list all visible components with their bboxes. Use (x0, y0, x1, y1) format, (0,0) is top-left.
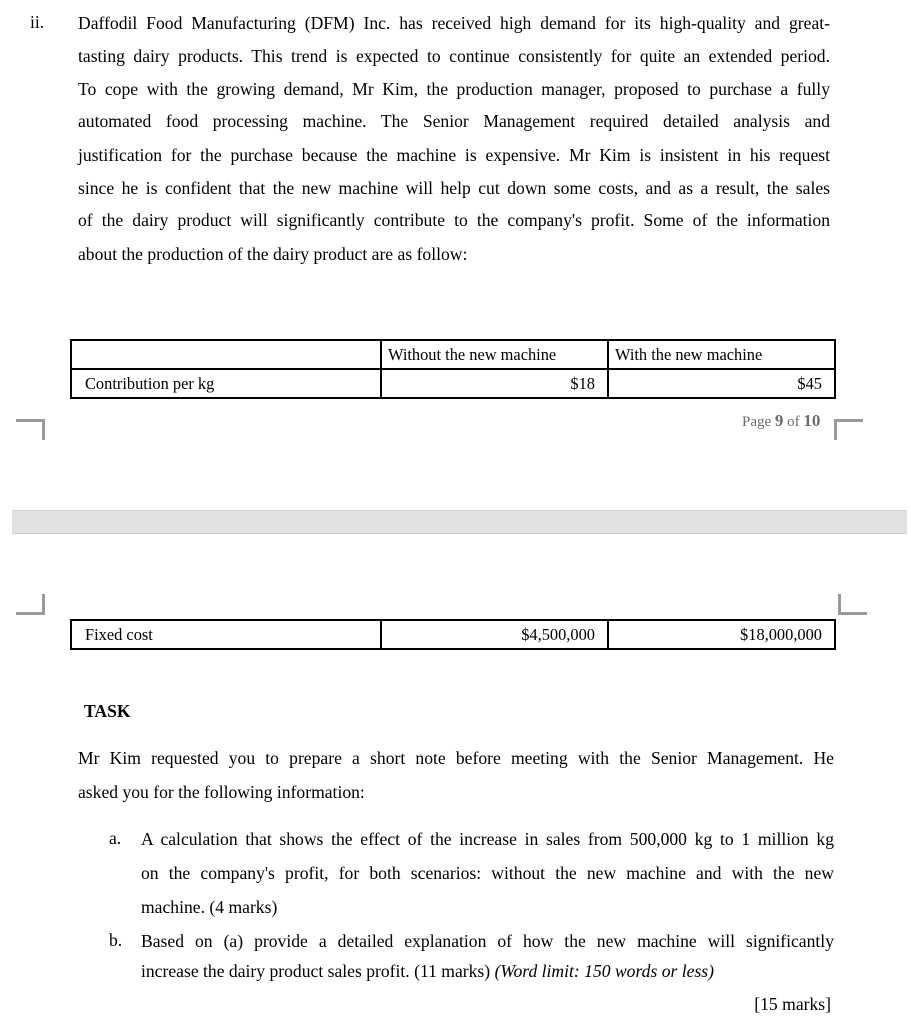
page-separator (12, 510, 907, 534)
intro-line: Daffodil Food Manufacturing (DFM) Inc. has received high demand for its high-quality and great- (78, 13, 830, 33)
task-heading: TASK (84, 701, 131, 721)
table-cell: Contribution per kg (71, 369, 381, 398)
task-item-line-with-note: increase the dairy product sales profit. (11 marks) (Word limit: 150 words or less) (141, 961, 715, 981)
intro-line: justification for the purchase because the machine is expensive. Mr Kim is insistent in his request (78, 145, 830, 165)
task-intro-line: Mr Kim requested you to prepare a short note before meeting with the Senior Management. He (78, 748, 834, 768)
task-item-line: on the company's profit, for both scenarios: without the new machine and with the new (141, 863, 834, 883)
task-item-line: A calculation that shows the effect of the increase in sales from 500,000 kg to 1 million kg (141, 829, 834, 849)
table-row (71, 620, 835, 649)
table-header-cell (71, 340, 381, 369)
page-number: Page 9 of 10 (742, 411, 821, 430)
task-item-label: b. (109, 930, 123, 950)
intro-line: tasting dairy products. This trend is expected to continue consistently for quite an extended period. (78, 46, 830, 66)
table-cell: $4,500,000 (381, 620, 608, 649)
intro-line: automated food processing machine. The Senior Management required detailed analysis and (78, 111, 830, 131)
total-marks: [15 marks] (754, 994, 831, 1014)
table-header-cell: With the new machine (608, 340, 835, 369)
machine-comparison-table (70, 339, 836, 399)
total-pages: 10 (803, 411, 821, 430)
table-cell: Fixed cost (71, 620, 381, 649)
intro-line: of the dairy product will significantly contribute to the company's profit. Some of the information (78, 210, 830, 230)
crop-mark (16, 419, 45, 440)
word-limit-note: (Word limit: 150 words or less) (494, 961, 715, 981)
crop-mark (838, 594, 867, 615)
task-item-line: Based on (a) provide a detailed explanation of how the new machine will significantly (141, 931, 834, 951)
table-header-row (71, 340, 835, 369)
intro-line: about the production of the dairy product are as follow: (78, 244, 468, 264)
crop-mark (834, 419, 863, 440)
intro-line: To cope with the growing demand, Mr Kim, the production manager, proposed to purchase a fully (78, 79, 830, 99)
task-item-line: machine. (4 marks) (141, 897, 278, 917)
intro-line: since he is confident that the new machine will help cut down some costs, and as a result, the sales (78, 178, 830, 198)
table-row (71, 369, 835, 398)
table-header-cell: Without the new machine (381, 340, 608, 369)
machine-comparison-table-continued (70, 619, 836, 650)
task-item-label: a. (109, 828, 122, 848)
table-cell: $18 (381, 369, 608, 398)
crop-mark (16, 594, 45, 615)
question-number: ii. (30, 12, 45, 32)
table-cell: $18,000,000 (608, 620, 835, 649)
table-cell: $45 (608, 369, 835, 398)
task-intro-line: asked you for the following information: (78, 782, 365, 802)
current-page: 9 (774, 411, 784, 430)
